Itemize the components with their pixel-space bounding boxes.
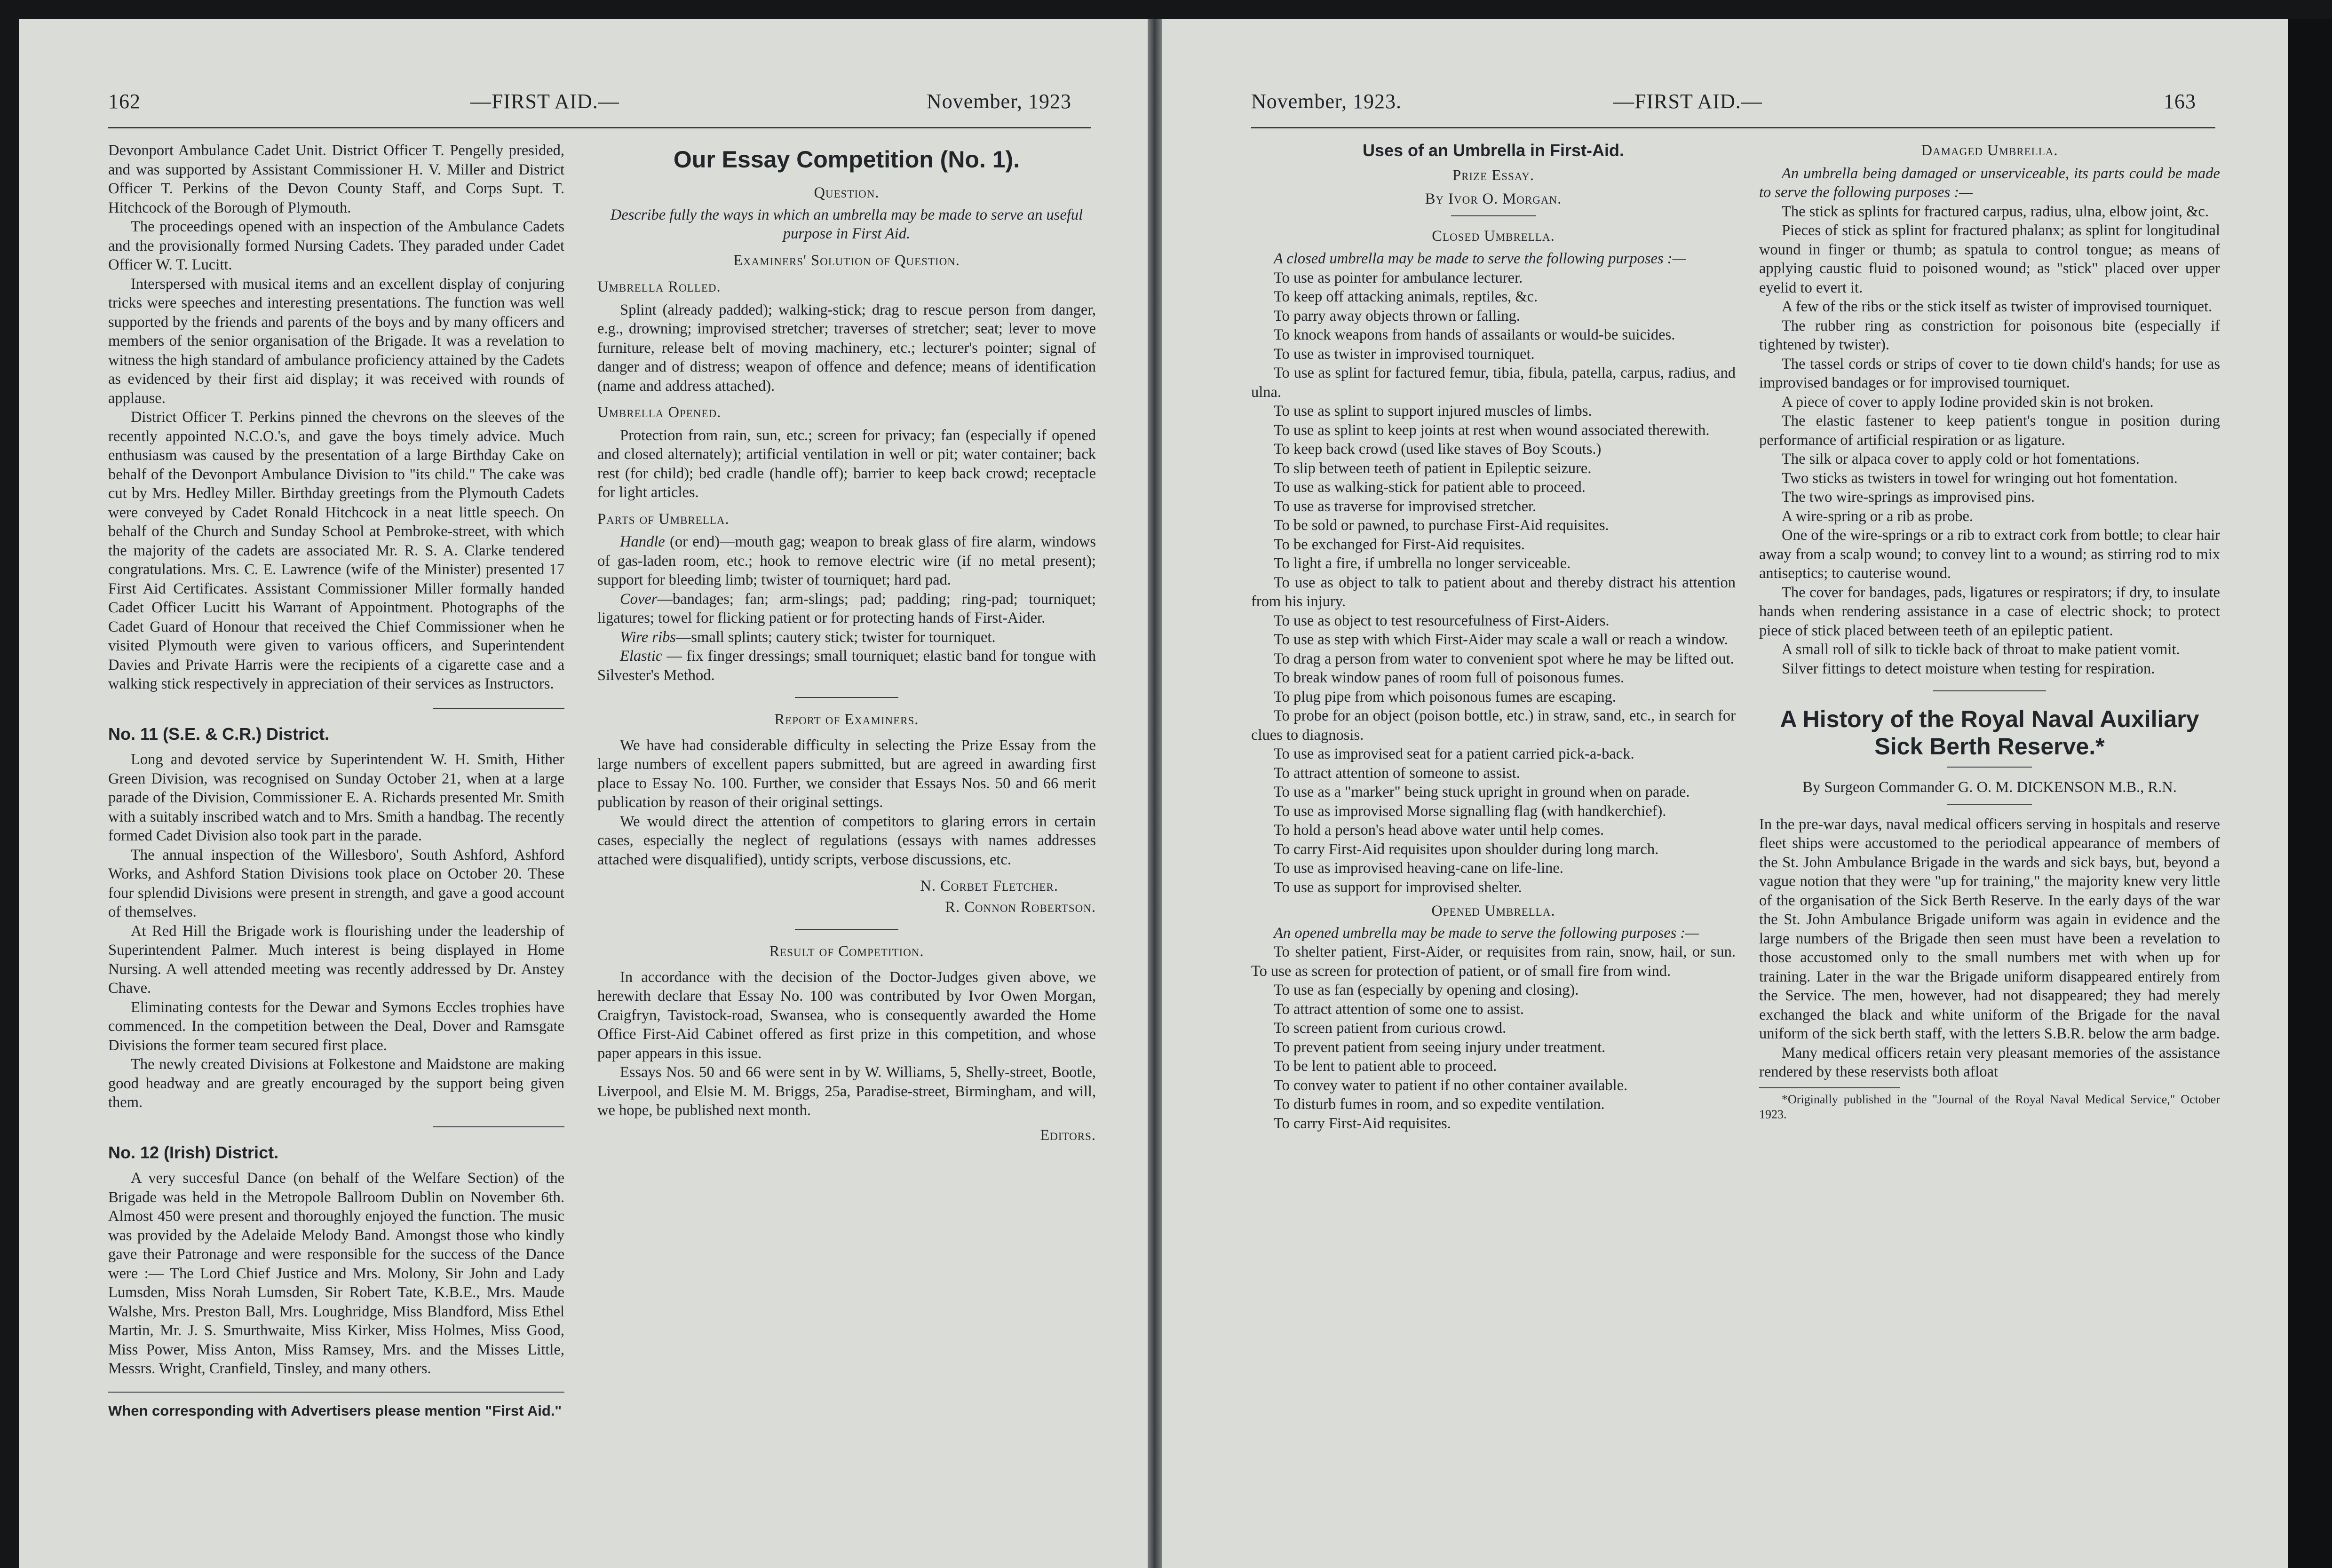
list-item: A few of the ribs or the stick itself as twister of improvised tourniquet. [1782, 298, 2213, 315]
paragraph: At Red Hill the Brigade work is flourishing under the leadership of Superintendent Palmer. Much interest is being displayed in Home Nursing. A well attended meeting was recently addressed by Dr. Anstey Chave. [108, 922, 564, 997]
list-item: To use as traverse for improvised stretcher. [1274, 498, 1537, 515]
page-number: 163 [2164, 90, 2196, 113]
paragraph: The newly created Divisions at Folkestone and Maidstone are making good headway and are greatly encouraged by the support being given them. [108, 1056, 564, 1111]
list-item: To use as improvised seat for a patient carried pick-a-back. [1274, 745, 1634, 762]
section-heading: No. 12 (Irish) District. [108, 1142, 279, 1162]
list-item: To keep back crowd (used like staves of Boy Scouts.) [1274, 441, 1602, 458]
list-item: To use as object to talk to patient about and thereby distract his attention from his injury. [1251, 574, 1736, 610]
term: Elastic [620, 648, 663, 665]
list-item: Pieces of stick as splint for fractured phalanx; as splint for longitudinal wound in finger or thumb; as spatula to control tongue; as means of applying caustic fluid to poisoned wound; as "stick" placed over upper eyelid to evert it. [1759, 222, 2220, 296]
advertiser-notice: When corresponding with Advertisers please mention "First Aid." [108, 1402, 562, 1419]
list-item: To parry away objects thrown or falling. [1274, 307, 1520, 325]
page-number: 162 [108, 90, 141, 113]
question-text: Describe fully the ways in which an umbrella may be made to serve an useful purpose in First Aid. [610, 206, 1083, 242]
paragraph [597, 590, 1096, 628]
term: Cover [620, 590, 658, 608]
paragraph: In accordance with the decision of the Doctor-Judges given above, we herewith declare that Essay No. 100 was contributed by Ivor Owen Morgan, Craigfryn, Tavistock-road, Swansea, who is consequently awarded the Home Office First-Aid Cabinet offered as first prize in this competition, and whose paper appears in this issue. [597, 968, 1096, 1062]
paragraph: Interspersed with musical items and an excellent display of conjuring tricks were speeches and interesting presentations. The function was well supported by the friends and parents of the boys and by many officers and members of the senior organisation of the Brigade. It was a revelation to witness the high standard of ambulance proficiency attained by the Cadets as evidenced by their first aid display; it was received with rounds of applause. [108, 275, 564, 407]
paragraph [597, 647, 1096, 685]
divider [1947, 767, 2032, 768]
scan-edge [2288, 19, 2332, 1568]
opened-umbrella-label: Opened Umbrella. [1431, 903, 1555, 919]
list-item: To use as a "marker" being stuck upright in ground when on parade. [1274, 784, 1690, 800]
list-item: To hold a person's head above water until help comes. [1274, 822, 1604, 839]
list-item: To use as splint for factured femur, tibia, fibula, patella, carpus, radius, and ulna. [1251, 364, 1736, 401]
running-title: —FIRST AID.— [470, 90, 619, 113]
running-title: —FIRST AID.— [1613, 90, 1762, 113]
article-title: Our Essay Competition (No. 1). [673, 146, 1020, 173]
paragraph: District Officer T. Perkins pinned the chevrons on the sleeves of the recently appointed N.C.O.'s, and gave the boys timely advice. Much enthusiasm was caused by the presentation of a large Birthday Cake on behalf of the Devonport Ambulance Division to "its child." The cake was cut by Mrs. Hedley Miller. Birthday greetings from the Plymouth Cadets were conveyed by Cadet Ronald Hitchcock in a neat little speech. On behalf of the Church and Sunday School at Pembroke-street, with which the majority of the cadets are associated Mr. R. S. A. Clarke tendered congratulations. Mrs. C. E. Lawrence (wife of the Minister) presented 17 First Aid Certificates. Assistant Commissioner Miller formally handed Cadet Officer Lucitt his Warrant of Appointment. Photographs of the Cadet Guard of Honour that received the Chief Commissioner when he visited Plymouth were given to various officers, and Superintendent Davies and Private Harris were the recipients of a cigarette case and a walking stick respectively in appreciation of their services as Instructors. [108, 409, 564, 692]
list-item: To attract attention of someone to assist. [1274, 764, 1520, 782]
divider [1451, 215, 1536, 216]
list-item: The two wire-springs as improvised pins. [1782, 489, 2035, 506]
list-item: The silk or alpaca cover to apply cold or hot fomentations. [1782, 451, 2140, 467]
opened-intro: An opened umbrella may be made to serve the following purposes :— [1274, 924, 1699, 942]
list-item: To plug pipe from which poisonous fumes are escaping. [1274, 688, 1616, 705]
list-item: The tassel cords or strips of cover to tie down child's hands; for use as improvised bandages or for improvised tourniquet. [1759, 355, 2220, 391]
list-item: To probe for an object (poison bottle, etc.) in straw, sand, etc., in search for clues to diagnosis. [1251, 707, 1736, 744]
section-rule [433, 1126, 564, 1127]
list-item: To keep off attacking animals, reptiles, &c. [1274, 288, 1538, 305]
list-item: To use as step with which First-Aider may scale a wall or reach a window. [1274, 631, 1728, 648]
list-item: To slip between teeth of patient in Epileptic seizure. [1274, 459, 1592, 477]
list-item: To attract attention of some one to assist. [1274, 1000, 1524, 1018]
book-gutter [1148, 19, 1162, 1568]
list-item: To use as splint to keep joints at rest when wound associated therewith. [1274, 421, 1710, 439]
list-item: To drag a person from water to convenient spot where he may be lifted out. [1274, 650, 1734, 667]
list-item: To be lent to patient able to proceed. [1274, 1058, 1497, 1075]
page-date: November, 1923. [1251, 90, 1402, 113]
result-label: Result of Competition. [769, 943, 924, 960]
list-item: To use as improvised Morse signalling flag (with handkerchief). [1274, 802, 1666, 820]
divider [795, 697, 898, 698]
list-item: To use as twister in improvised tourniquet. [1274, 345, 1535, 363]
divider [795, 929, 898, 930]
left-column [1251, 141, 1736, 1133]
list-item: To use as splint to support injured muscles of limbs. [1274, 403, 1592, 420]
list-item: The elastic fastener to keep patient's tongue in position during performance of artificial respiration or as ligature. [1759, 412, 2220, 449]
header-rule [108, 127, 1091, 128]
report-label: Report of Examiners. [774, 711, 919, 728]
definition: — fix finger dressings; small tourniquet; elastic band for tongue with Silvester's Method. [597, 648, 1096, 684]
paragraph: Many medical officers retain very pleasant memories of the assistance rendered by these reservists both afloat [1759, 1044, 2220, 1080]
damaged-intro: An umbrella being damaged or unserviceable, its parts could be made to serve the following purposes :— [1759, 165, 2220, 201]
right-column [597, 141, 1096, 1145]
article-title: Uses of an Umbrella in First-Aid. [1362, 141, 1625, 160]
list-item: To convey water to patient if no other container available. [1274, 1077, 1628, 1094]
list-item: To knock weapons from hands of assailants or would-be suicides. [1274, 326, 1675, 343]
list-item: To use as pointer for ambulance lecturer. [1274, 269, 1523, 286]
list-item: To carry First-Aid requisites upon shoulder during long march. [1274, 840, 1659, 858]
umbrella-opened-label: Umbrella Opened. [597, 404, 722, 421]
paragraph: In the pre-war days, naval medical officers serving in hospitals and reserve fleet ships were accustomed to the periodical appearance of members of the St. John Ambulance Brigade in the wards and sick bays, but, beyond a vague notion that they were "up for training," the majority knew very little of the organisation of the Sick Berth Reserve. In the early days of the war the St. John Ambulance Brigade uniform was again in evidence and the large numbers of the Brigade then seen must have been a revelation to those accustomed only to the small numbers met with when up for training. Later in the war the Brigade uniform disappeared entirely from the Service. The men, however, had not disappeared; they had merely exchanged the black and white uniform of the Brigade for the naval uniform of the sick berth staff, with the letters S.B.R. below the arm badge. [1759, 816, 2220, 1042]
closed-umbrella-label: Closed Umbrella. [1432, 227, 1555, 245]
paragraph: Essays Nos. 50 and 66 were sent in by W. Williams, 5, Shelly-street, Bootle, Liverpool, and Elsie M. M. Briggs, 25a, Paradise-street, Birmingham, and will, we hope, be published next month. [597, 1064, 1096, 1119]
header-rule [1251, 127, 2215, 128]
parts-label: Parts of Umbrella. [597, 510, 730, 528]
paragraph: We have had considerable difficulty in selecting the Prize Essay from the large numbers of excellent papers submitted, but are agreed in awarding first place to Essay No. 100. Further, we consider that Essays Nos. 50 and 66 merit publication by reason of their original settings. [597, 736, 1096, 811]
damaged-umbrella-label: Damaged Umbrella. [1921, 142, 2058, 159]
damaged-uses-list [1759, 202, 2220, 679]
list-item: To use as walking-stick for patient able to proceed. [1274, 479, 1586, 496]
term: Wire ribs [620, 628, 676, 646]
paragraph: Long and devoted service by Superintendent W. H. Smith, Hither Green Division, was recognised on Sunday October 21, when at a large parade of the Division, Commissioner E. A. Richards presented Mr. Smith with a suitably inscribed watch and to Mrs. Smith a handbag. The recently formed Cadet Division also took part in the parade. [108, 751, 564, 844]
list-item: To use as support for improvised shelter. [1274, 879, 1522, 896]
paragraph [597, 628, 1096, 647]
paragraph: A very succesful Dance (on behalf of the Welfare Section) of the Brigade was held in the Metropole Ballroom Dublin on November 6th. Almost 450 were present and thoroughly enjoyed the function. The music was provided by the Adelaide Melody Band. Amongst those who kindly gave their Patronage and were responsible for the success of the Dance were :— The Lord Chief Justice and Mrs. Molony, Sir John and Lady Lumsden, Miss Norah Lumsden, Sir Robert Tate, K.B.E., Mrs. Maude Walshe, Mrs. Preston Ball, Mrs. Loughridge, Miss Blandford, Miss Ethel Martin, Mr. J. S. Smurthwaite, Miss Kirker, Miss Holmes, Miss Good, Miss Power, Miss Anton, Miss Ramsey, Mrs. and the Misses Little, Messrs. Wright, Cranfield, Tinsley, and many others. [108, 1170, 564, 1377]
opened-uses-list [1251, 942, 1736, 1133]
paragraph: We would direct the attention of competitors to glaring errors in certain cases, especially the neglect of regulations (essays with names addresses attached were disqualified), untidy scripts, verbose discussions, etc. [597, 813, 1096, 868]
right-page [1162, 19, 2288, 1568]
prize-essay-label: Prize Essay. [1452, 166, 1534, 184]
list-item: To use as object to test resourcefulness of First-Aiders. [1274, 612, 1610, 629]
right-column [1759, 141, 2220, 1122]
signature: N. Corbet Fletcher. [920, 878, 1058, 895]
footnote-rule [1759, 1087, 1900, 1088]
byline: By Ivor O. Morgan. [1425, 190, 1562, 207]
list-item: To disturb fumes in room, and so expedite ventilation. [1274, 1096, 1605, 1113]
signature: R. Connon Robertson. [945, 898, 1096, 916]
paragraph: Protection from rain, sun, etc.; screen for privacy; fan (especially if opened and closed alternately); artificial ventilation in well or pit; water container; back rest (for child); bed cradle (handle off); barrier to keep back crowd; receptacle for light articles. [597, 427, 1096, 501]
section-rule [433, 708, 564, 709]
article-title: A History of the Royal Naval Auxiliary Sick Berth Reserve.* [1780, 706, 2199, 760]
closed-uses-list [1251, 269, 1736, 897]
list-item: To be exchanged for First-Aid requisites. [1274, 536, 1525, 553]
list-item: A wire-spring or a rib as probe. [1782, 507, 1974, 525]
paragraph: Eliminating contests for the Dewar and Symons Eccles trophies have commenced. In the competition between the Deal, Dover and Ramsgate Divisions the former team secured first place. [108, 998, 564, 1054]
question-label: Question. [814, 184, 880, 201]
editors-signature: Editors. [1040, 1126, 1096, 1144]
left-page [19, 19, 1148, 1568]
list-item: To carry First-Aid requisites. [1274, 1115, 1451, 1132]
examiners-solution-label: Examiners' Solution of Question. [733, 252, 960, 269]
page-date: November, 1923 [927, 90, 1071, 113]
paragraph: The annual inspection of the Willesboro', South Ashford, Ashford Works, and Ashford Station Divisions took place on October 20. These four splendid Divisions were present in strength, and gave a good account of themselves. [108, 846, 564, 920]
divider [1933, 690, 2046, 691]
closed-intro: A closed umbrella may be made to serve the following purposes :— [1274, 250, 1686, 267]
list-item: To break window panes of room full of poisonous fumes. [1274, 669, 1625, 686]
list-item: A small roll of silk to tickle back of throat to make patient vomit. [1782, 641, 2180, 658]
list-item: Two sticks as twisters in towel for wringing out hot fomentation. [1782, 469, 2178, 487]
list-item: Silver fittings to detect moisture when testing for respiration. [1782, 660, 2155, 677]
footnote: *Originally published in the "Journal of the Royal Naval Medical Service," October 1923. [1759, 1092, 2220, 1121]
definition: —bandages; fan; arm-slings; pad; padding; ring-pad; tourniquet; ligatures; towel for flicking patient or for protecting hands of First-Aider. [597, 590, 1096, 626]
definition: (or end)—mouth gag; weapon to break glass of fire alarm, windows of gas-laden room, etc.; hook to remove electric wire (if no metal present); support for bleeding limb; twister of tourniquet; hard pad. [597, 533, 1096, 588]
left-column [108, 141, 564, 1420]
paragraph [597, 532, 1096, 590]
list-item: A piece of cover to apply Iodine provided skin is not broken. [1782, 393, 2154, 411]
list-item: The rubber ring as constriction for poisonous bite (especially if tightened by twister). [1759, 317, 2220, 353]
umbrella-rolled-label: Umbrella Rolled. [597, 278, 721, 295]
list-item: One of the wire-springs or a rib to extract cork from bottle; to clear hair away from a scalp wound; to convey lint to a wound; as stirring rod to mix antiseptics; to cauterise wound. [1759, 527, 2220, 582]
paragraph: The proceedings opened with an inspection of the Ambulance Cadets and the provisionally formed Nursing Cadets. They paraded under Cadet Officer W. T. Lucitt. [108, 218, 564, 273]
divider [1947, 804, 2032, 805]
list-item: To use as improvised heaving-cane on life-line. [1274, 860, 1563, 877]
paragraph: Devonport Ambulance Cadet Unit. District Officer T. Pengelly presided, and was supported by Assistant Commissioner H. V. Miller and District Officer T. Perkins of the Devon County Staff, and Corps Supt. T. Hitchcock of the Borough of Plymouth. [108, 142, 564, 216]
section-heading: No. 11 (S.E. & C.R.) District. [108, 724, 330, 744]
list-item: To screen patient from curious crowd. [1274, 1020, 1507, 1037]
byline: By Surgeon Commander G. O. M. DICKENSON M.B., R.N. [1802, 779, 2177, 796]
list-item: To shelter patient, First-Aider, or requisites from rain, snow, hail, or sun. To use as screen for protection of patient, or of small fire from wind. [1251, 943, 1736, 980]
definition: —small splints; cautery stick; twister for tourniquet. [675, 628, 996, 646]
list-item: To light a fire, if umbrella no longer serviceable. [1274, 555, 1571, 572]
notice-rule [108, 1392, 564, 1393]
list-item: To use as fan (especially by opening and closing). [1274, 982, 1579, 998]
list-item: The cover for bandages, pads, ligatures or respirators; if dry, to insulate hands when rendering assistance in a case of electric shock; to protect piece of stick placed between teeth of an epileptic patient. [1759, 584, 2220, 639]
paragraph: Splint (already padded); walking-stick; drag to rescue person from danger, e.g., drowning; improvised stretcher; traverses of stretcher; seat; lever to move furniture, release belt of moving machinery, etc.; lecturer's pointer; signal of danger and of distress; weapon of offence and defence; means of identification (name and address attached). [597, 301, 1096, 395]
list-item: To be sold or pawned, to purchase First-Aid requisites. [1274, 517, 1609, 534]
list-item: To prevent patient from seeing injury under treatment. [1274, 1038, 1606, 1056]
term: Handle [620, 533, 665, 550]
list-item: The stick as splints for fractured carpus, radius, ulna, elbow joint, &c. [1782, 203, 2209, 220]
